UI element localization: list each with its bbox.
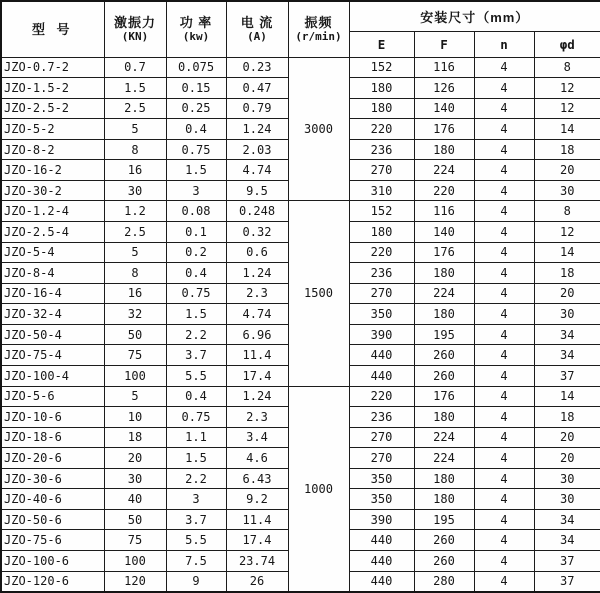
cell-dim-F: 195 [414, 324, 474, 345]
cell-dim-phi-d: 12 [534, 222, 600, 243]
cell-dim-phi-d: 30 [534, 304, 600, 325]
cell-power: 0.1 [166, 222, 226, 243]
cell-current: 26 [226, 571, 288, 592]
cell-dim-F: 140 [414, 222, 474, 243]
header-power-unit: (kw) [182, 30, 210, 44]
header-frequency-unit: (r/min) [295, 30, 342, 44]
cell-current: 6.96 [226, 324, 288, 345]
cell-dim-n: 4 [474, 263, 534, 284]
cell-dim-n: 4 [474, 551, 534, 572]
cell-power: 7.5 [166, 551, 226, 572]
cell-dim-phi-d: 20 [534, 448, 600, 469]
table-row [1, 201, 600, 222]
cell-dim-E: 310 [349, 180, 414, 201]
cell-power: 1.1 [166, 427, 226, 448]
cell-dim-E: 220 [349, 119, 414, 140]
cell-dim-E: 152 [349, 57, 414, 78]
cell-model: JZO-120-6 [1, 571, 104, 592]
cell-exciting-force: 30 [104, 468, 166, 489]
cell-dim-phi-d: 30 [534, 180, 600, 201]
header-dim-F: F [414, 31, 474, 57]
cell-exciting-force: 2.5 [104, 98, 166, 119]
cell-exciting-force: 5 [104, 242, 166, 263]
cell-current: 4.74 [226, 304, 288, 325]
header-model-label: 型 号 [31, 21, 74, 37]
cell-current: 6.43 [226, 468, 288, 489]
cell-dim-E: 236 [349, 263, 414, 284]
cell-dim-n: 4 [474, 345, 534, 366]
cell-dim-E: 390 [349, 509, 414, 530]
cell-exciting-force: 1.5 [104, 78, 166, 99]
cell-exciting-force: 20 [104, 448, 166, 469]
cell-power: 1.5 [166, 304, 226, 325]
cell-current: 1.24 [226, 119, 288, 140]
table-body [1, 57, 600, 592]
cell-dim-n: 4 [474, 386, 534, 407]
cell-dim-phi-d: 34 [534, 530, 600, 551]
cell-model: JZO-100-4 [1, 365, 104, 386]
cell-model: JZO-16-2 [1, 160, 104, 181]
cell-power: 0.25 [166, 98, 226, 119]
cell-dim-E: 350 [349, 489, 414, 510]
cell-dim-F: 180 [414, 139, 474, 160]
cell-dim-E: 440 [349, 551, 414, 572]
cell-model: JZO-5-4 [1, 242, 104, 263]
table-row [1, 57, 600, 78]
cell-model: JZO-100-6 [1, 551, 104, 572]
cell-dim-F: 195 [414, 509, 474, 530]
cell-power: 0.08 [166, 201, 226, 222]
cell-dim-E: 236 [349, 139, 414, 160]
header-frequency-label: 振频 [304, 15, 333, 31]
cell-power: 1.5 [166, 160, 226, 181]
cell-dim-F: 280 [414, 571, 474, 592]
cell-dim-n: 4 [474, 571, 534, 592]
cell-dim-phi-d: 14 [534, 242, 600, 263]
cell-dim-n: 4 [474, 283, 534, 304]
cell-dim-E: 350 [349, 304, 414, 325]
cell-dim-n: 4 [474, 78, 534, 99]
header-model [1, 1, 104, 57]
cell-dim-E: 220 [349, 386, 414, 407]
cell-current: 0.47 [226, 78, 288, 99]
cell-current: 11.4 [226, 509, 288, 530]
cell-dim-n: 4 [474, 242, 534, 263]
cell-current: 0.248 [226, 201, 288, 222]
cell-power: 0.75 [166, 139, 226, 160]
cell-current: 23.74 [226, 551, 288, 572]
cell-dim-n: 4 [474, 365, 534, 386]
cell-current: 1.24 [226, 263, 288, 284]
cell-exciting-force: 120 [104, 571, 166, 592]
header-power-label: 功 率 [179, 15, 213, 31]
cell-model: JZO-0.7-2 [1, 57, 104, 78]
cell-dim-phi-d: 8 [534, 201, 600, 222]
header-current-unit: (A) [247, 30, 267, 44]
cell-model: JZO-5-2 [1, 119, 104, 140]
cell-power: 0.4 [166, 263, 226, 284]
cell-exciting-force: 32 [104, 304, 166, 325]
cell-model: JZO-8-4 [1, 263, 104, 284]
cell-dim-E: 180 [349, 98, 414, 119]
cell-model: JZO-1.2-4 [1, 201, 104, 222]
cell-dim-n: 4 [474, 57, 534, 78]
cell-model: JZO-2.5-2 [1, 98, 104, 119]
cell-power: 0.15 [166, 78, 226, 99]
cell-exciting-force: 30 [104, 180, 166, 201]
cell-exciting-force: 50 [104, 509, 166, 530]
cell-current: 3.4 [226, 427, 288, 448]
cell-exciting-force: 8 [104, 139, 166, 160]
table-header [1, 1, 600, 57]
cell-dim-phi-d: 34 [534, 509, 600, 530]
cell-power: 0.2 [166, 242, 226, 263]
cell-dim-F: 176 [414, 386, 474, 407]
cell-dim-n: 4 [474, 160, 534, 181]
cell-power: 1.5 [166, 448, 226, 469]
cell-current: 17.4 [226, 530, 288, 551]
cell-exciting-force: 5 [104, 386, 166, 407]
cell-dim-E: 180 [349, 222, 414, 243]
cell-model: JZO-50-4 [1, 324, 104, 345]
cell-dim-phi-d: 18 [534, 263, 600, 284]
cell-power: 3.7 [166, 345, 226, 366]
cell-power: 0.4 [166, 386, 226, 407]
cell-dim-phi-d: 37 [534, 551, 600, 572]
cell-frequency-group-1: 1500 [288, 201, 349, 386]
cell-exciting-force: 16 [104, 160, 166, 181]
cell-dim-F: 220 [414, 180, 474, 201]
cell-dim-F: 176 [414, 119, 474, 140]
header-dim-E: E [349, 31, 414, 57]
cell-dim-n: 4 [474, 222, 534, 243]
cell-dim-E: 440 [349, 530, 414, 551]
cell-current: 9.2 [226, 489, 288, 510]
cell-power: 0.075 [166, 57, 226, 78]
cell-dim-phi-d: 37 [534, 571, 600, 592]
header-current [226, 1, 288, 57]
cell-dim-F: 224 [414, 427, 474, 448]
cell-dim-F: 224 [414, 283, 474, 304]
cell-dim-F: 180 [414, 304, 474, 325]
cell-dim-n: 4 [474, 98, 534, 119]
cell-dim-F: 116 [414, 201, 474, 222]
cell-dim-E: 350 [349, 468, 414, 489]
cell-dim-F: 224 [414, 448, 474, 469]
cell-dim-F: 176 [414, 242, 474, 263]
cell-model: JZO-1.5-2 [1, 78, 104, 99]
cell-dim-E: 390 [349, 324, 414, 345]
header-power [166, 1, 226, 57]
cell-model: JZO-32-4 [1, 304, 104, 325]
cell-power: 5.5 [166, 365, 226, 386]
cell-dim-E: 440 [349, 571, 414, 592]
cell-dim-F: 260 [414, 365, 474, 386]
cell-current: 1.24 [226, 386, 288, 407]
cell-dim-n: 4 [474, 448, 534, 469]
header-mounting-dimensions: 安装尺寸（mm） [349, 1, 600, 31]
cell-dim-phi-d: 18 [534, 407, 600, 428]
cell-power: 9 [166, 571, 226, 592]
cell-model: JZO-18-6 [1, 427, 104, 448]
header-exciting-force-unit: (KN) [121, 30, 149, 44]
header-dim-n: n [474, 31, 534, 57]
cell-dim-n: 4 [474, 180, 534, 201]
cell-model: JZO-75-6 [1, 530, 104, 551]
cell-dim-F: 180 [414, 489, 474, 510]
cell-dim-E: 236 [349, 407, 414, 428]
cell-power: 3 [166, 489, 226, 510]
cell-dim-n: 4 [474, 119, 534, 140]
cell-current: 9.5 [226, 180, 288, 201]
cell-current: 0.32 [226, 222, 288, 243]
cell-dim-E: 220 [349, 242, 414, 263]
cell-power: 0.75 [166, 283, 226, 304]
cell-current: 2.03 [226, 139, 288, 160]
cell-dim-E: 440 [349, 345, 414, 366]
cell-dim-phi-d: 34 [534, 324, 600, 345]
cell-exciting-force: 10 [104, 407, 166, 428]
cell-power: 2.2 [166, 468, 226, 489]
cell-power: 3.7 [166, 509, 226, 530]
cell-dim-E: 152 [349, 201, 414, 222]
cell-dim-F: 180 [414, 468, 474, 489]
cell-exciting-force: 18 [104, 427, 166, 448]
cell-power: 5.5 [166, 530, 226, 551]
cell-exciting-force: 5 [104, 119, 166, 140]
cell-power: 0.4 [166, 119, 226, 140]
cell-exciting-force: 75 [104, 530, 166, 551]
cell-model: JZO-50-6 [1, 509, 104, 530]
cell-current: 11.4 [226, 345, 288, 366]
cell-dim-n: 4 [474, 468, 534, 489]
cell-dim-phi-d: 30 [534, 468, 600, 489]
cell-dim-F: 260 [414, 345, 474, 366]
cell-dim-phi-d: 18 [534, 139, 600, 160]
cell-current: 4.74 [226, 160, 288, 181]
cell-model: JZO-30-6 [1, 468, 104, 489]
cell-model: JZO-20-6 [1, 448, 104, 469]
cell-exciting-force: 40 [104, 489, 166, 510]
header-dim-phi-d: φd [534, 31, 600, 57]
cell-power: 3 [166, 180, 226, 201]
cell-dim-F: 180 [414, 407, 474, 428]
cell-dim-phi-d: 20 [534, 283, 600, 304]
cell-dim-n: 4 [474, 427, 534, 448]
cell-dim-n: 4 [474, 489, 534, 510]
cell-dim-n: 4 [474, 304, 534, 325]
cell-model: JZO-75-4 [1, 345, 104, 366]
cell-current: 0.23 [226, 57, 288, 78]
cell-exciting-force: 8 [104, 263, 166, 284]
cell-model: JZO-5-6 [1, 386, 104, 407]
cell-dim-phi-d: 37 [534, 365, 600, 386]
cell-exciting-force: 50 [104, 324, 166, 345]
cell-exciting-force: 1.2 [104, 201, 166, 222]
cell-dim-n: 4 [474, 509, 534, 530]
cell-exciting-force: 0.7 [104, 57, 166, 78]
cell-dim-n: 4 [474, 407, 534, 428]
cell-current: 2.3 [226, 283, 288, 304]
cell-dim-n: 4 [474, 201, 534, 222]
header-exciting-force [104, 1, 166, 57]
cell-dim-n: 4 [474, 530, 534, 551]
cell-model: JZO-8-2 [1, 139, 104, 160]
cell-dim-F: 116 [414, 57, 474, 78]
cell-model: JZO-30-2 [1, 180, 104, 201]
cell-dim-F: 180 [414, 263, 474, 284]
cell-exciting-force: 100 [104, 551, 166, 572]
cell-dim-phi-d: 34 [534, 345, 600, 366]
cell-dim-phi-d: 12 [534, 98, 600, 119]
cell-dim-n: 4 [474, 139, 534, 160]
cell-model: JZO-10-6 [1, 407, 104, 428]
cell-current: 2.3 [226, 407, 288, 428]
cell-exciting-force: 75 [104, 345, 166, 366]
cell-current: 0.79 [226, 98, 288, 119]
cell-current: 0.6 [226, 242, 288, 263]
cell-model: JZO-16-4 [1, 283, 104, 304]
header-frequency [288, 1, 349, 57]
header-current-label: 电 流 [240, 15, 274, 31]
cell-dim-F: 260 [414, 551, 474, 572]
cell-dim-E: 270 [349, 427, 414, 448]
cell-dim-F: 224 [414, 160, 474, 181]
cell-frequency-group-2: 1000 [288, 386, 349, 592]
cell-model: JZO-40-6 [1, 489, 104, 510]
cell-dim-phi-d: 12 [534, 78, 600, 99]
cell-current: 4.6 [226, 448, 288, 469]
cell-power: 2.2 [166, 324, 226, 345]
cell-current: 17.4 [226, 365, 288, 386]
cell-dim-F: 260 [414, 530, 474, 551]
cell-power: 0.75 [166, 407, 226, 428]
header-row-main [1, 1, 600, 31]
cell-exciting-force: 100 [104, 365, 166, 386]
header-exciting-force-label: 激振力 [113, 15, 156, 31]
cell-dim-phi-d: 14 [534, 386, 600, 407]
cell-dim-E: 270 [349, 448, 414, 469]
cell-exciting-force: 16 [104, 283, 166, 304]
cell-dim-F: 140 [414, 98, 474, 119]
cell-dim-phi-d: 20 [534, 427, 600, 448]
cell-dim-E: 270 [349, 283, 414, 304]
cell-dim-phi-d: 30 [534, 489, 600, 510]
cell-dim-phi-d: 20 [534, 160, 600, 181]
cell-exciting-force: 2.5 [104, 222, 166, 243]
cell-dim-E: 440 [349, 365, 414, 386]
cell-frequency-group-0: 3000 [288, 57, 349, 201]
cell-dim-E: 180 [349, 78, 414, 99]
cell-model: JZO-2.5-4 [1, 222, 104, 243]
cell-dim-n: 4 [474, 324, 534, 345]
table-row [1, 386, 600, 407]
cell-dim-E: 270 [349, 160, 414, 181]
cell-dim-F: 126 [414, 78, 474, 99]
cell-dim-phi-d: 8 [534, 57, 600, 78]
cell-dim-phi-d: 14 [534, 119, 600, 140]
